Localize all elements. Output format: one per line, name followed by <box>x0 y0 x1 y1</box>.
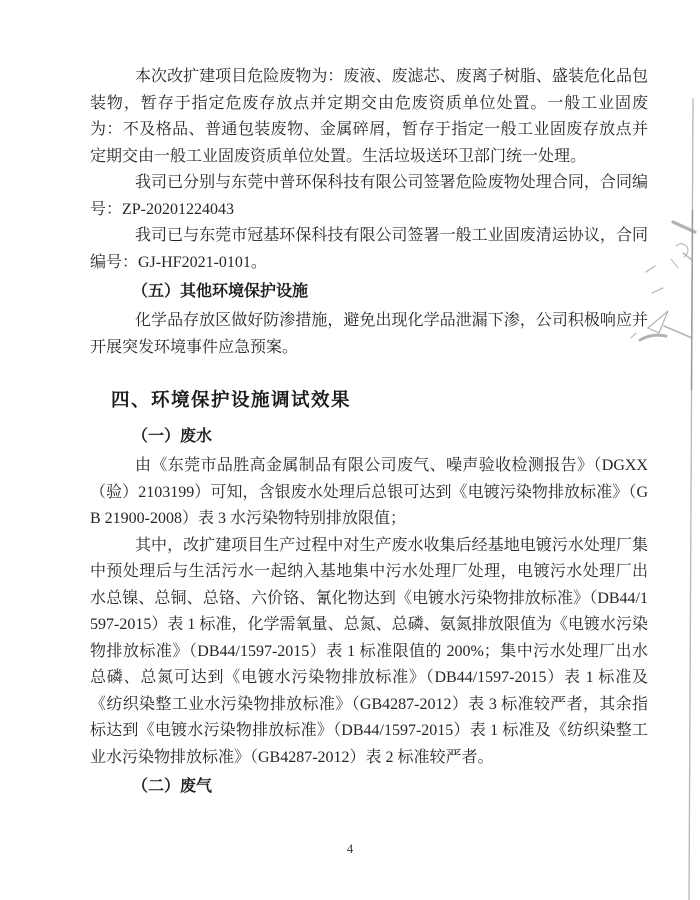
paragraph-chemical-storage: 化学品存放区做好防渗措施，避免出现化学品泄漏下渗，公司积极响应并开展突发环境事件应急预案。 <box>90 312 648 356</box>
paragraph-wastewater-standards-detail: 其中，改扩建项目生产过程中对生产废水收集后经基地电镀污水处理厂集中预处理后与生活污水一起纳入基地集中污水处理厂处理，电镀污水处理厂出水总镍、总铜、总铬、六价铬、氰化物达到《电镀水污染物排放标准》（DB44/1597-2015）表 1 标准，化学需氧量、总氮、总磷、氨氮排放限值为《电镀水污染物排放标准》（DB44/1597-2015）表 1 标准限值的 200%；集中污水处理厂出水总磷、总氮可达到《电镀水污染物排放标准》（DB44/1597-2015）表 1 标准及《纺织染整工业水污染物排放标准》（GB4287-2012）表 3 标准较严者，其余指标达到《电镀水污染物排放标准》（DB44/1597-2015）表 1 标准及《纺织染整工业水污染物排放标准》（GB4287-2012）表 2 标准较严者。 <box>90 536 648 766</box>
heading-other-environmental-facilities: （五）其他环境保护设施 <box>132 283 309 300</box>
heading-waste-gas: （二）废气 <box>132 778 213 795</box>
paragraph-wastewater-report: 由《东莞市品胜高金属制品有限公司废气、噪声验收检测报告》（DGXX（验）2103199）可知，含银废水处理后总银可达到《电镀污染物排放标准》（GB 21900-2008）表 3 水污染物特别排放限值； <box>90 457 648 527</box>
paragraph-hazardous-waste-contract: 我司已分别与东莞中普环保科技有限公司签署危险废物处理合同，合同编号：ZP-20201224043 <box>90 174 648 218</box>
heading-wastewater: （一）废水 <box>132 428 213 445</box>
document-content <box>90 64 648 803</box>
page-number: 4 <box>346 841 354 856</box>
heading-section-four-facility-debugging-results: 四、环境保护设施调试效果 <box>111 391 352 411</box>
page-footer <box>0 840 700 858</box>
paragraph-general-waste-contract: 我司已与东莞市冠基环保科技有限公司签署一般工业固废清运协议，合同编号：GJ-HF2021-0101。 <box>90 227 648 271</box>
paragraph-hazardous-waste-disposal: 本次改扩建项目危险废物为：废液、废滤芯、废离子树脂、盛装危化品包装物，暂存于指定危废存放点并定期交由危废资质单位处置。一般工业固废为：不及格品、普通包装废物、金属碎屑，暂存于指定一般工业固废存放点并定期交由一般工业固废资质单位处置。生活垃圾送环卫部门统一处理。 <box>90 68 648 165</box>
